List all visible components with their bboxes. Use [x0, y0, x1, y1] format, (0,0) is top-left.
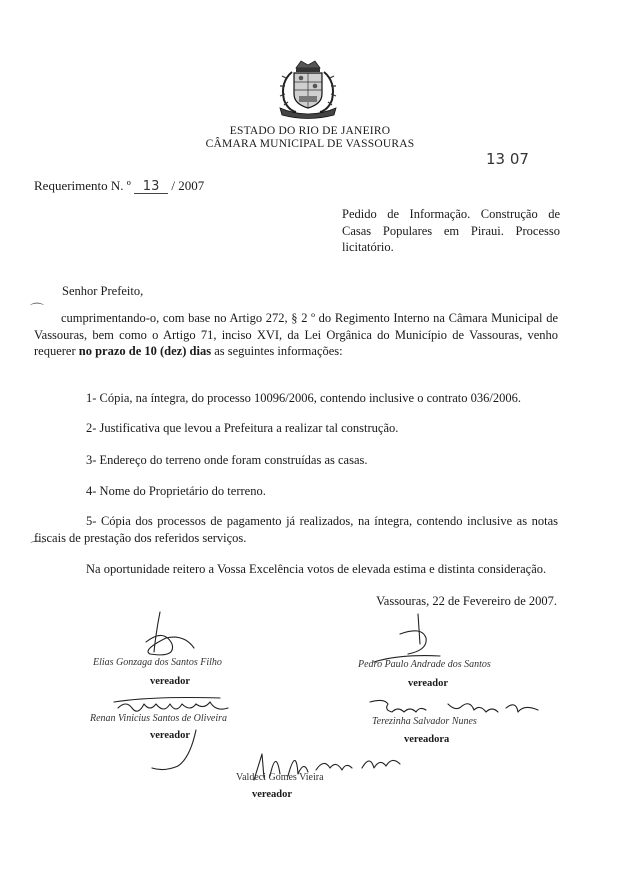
list-item-1 [86, 390, 521, 407]
header-state: ESTADO DO RIO DE JANEIRO [229, 125, 391, 137]
intro-deadline: no prazo de 10 (dez) dias [78, 344, 212, 358]
item-text: Nome do Proprietário do terreno. [96, 484, 266, 498]
requerimento-number: 13 [134, 181, 168, 194]
list-item-4 [86, 483, 266, 500]
item-text: Endereço do terreno onde foram construídas as casas. [96, 453, 368, 467]
margin-mark: ⌒ [30, 303, 44, 319]
signatory-role: vereador [408, 678, 449, 689]
signatory-role: vereadora [404, 734, 450, 745]
subject-block: Pedido de Informação. Construção de Casas Populares em Piraui. Processo licitatório. [342, 207, 560, 254]
closing-paragraph: Na oportunidade reitero a Vossa Excelência votos de elevada estima e distinta consideração. [86, 562, 547, 576]
item-number: 5- [86, 514, 97, 528]
signature-scribble [112, 690, 232, 730]
signatory-role: vereador [150, 730, 191, 741]
requerimento-prefix: Requerimento N. º [34, 178, 131, 193]
requerimento-line [34, 178, 204, 194]
item-text: Cópia dos processos de pagamento já realizados, na íntegra, contendo inclusive as notas fiscais de prestação dos referidos serviços. [34, 514, 558, 545]
item-number: 2- [86, 421, 97, 435]
signatory-name: Elias Gonzaga dos Santos Filho [93, 657, 222, 668]
list-item-5 [34, 513, 558, 546]
intro-paragraph [34, 310, 558, 360]
margin-mark: ⌒ [30, 541, 44, 557]
signatory-name: Valdeci Gomes Vieira [236, 772, 324, 783]
requerimento-year: / 2007 [171, 178, 205, 193]
item-number: 4- [86, 484, 97, 498]
header-chamber: CÂMARA MUNICIPAL DE VASSOURAS [205, 138, 415, 150]
item-number: 3- [86, 453, 97, 467]
signatory-role: vereador [150, 676, 191, 687]
greeting: Senhor Prefeito, [62, 284, 144, 298]
list-item-3 [86, 452, 368, 469]
item-text: Cópia, na íntegra, do processo 10096/2006, contendo inclusive o contrato 036/2006. [96, 391, 521, 405]
item-text: Justificativa que levou a Prefeitura a realizar tal construção. [96, 421, 399, 435]
signatory-role: vereador [252, 789, 293, 800]
signatory-name: Terezinha Salvador Nunes [372, 716, 477, 727]
intro-text-after: as seguintes informações: [211, 344, 343, 358]
item-number: 1- [86, 391, 97, 405]
handwritten-stamp: 13 07 [486, 150, 529, 168]
signatory-name: Renan Vinicius Santos de Oliveira [90, 713, 228, 724]
intro-text-before: cumprimentando-o, com base no Artigo 272, § 2 º do Regimento Interno na Câmara Municipal de Vassouras, bem como o Artigo 71, inciso XVI, da Lei Orgânica do Município de Vassouras, venho requerer [34, 311, 558, 358]
list-item-2 [86, 420, 398, 437]
signatory-name: Pedro Paulo Andrade dos Santos [358, 659, 491, 670]
date-line: Vassouras, 22 de Fevereiro de 2007. [376, 594, 557, 608]
coat-of-arms-seal [274, 58, 342, 120]
